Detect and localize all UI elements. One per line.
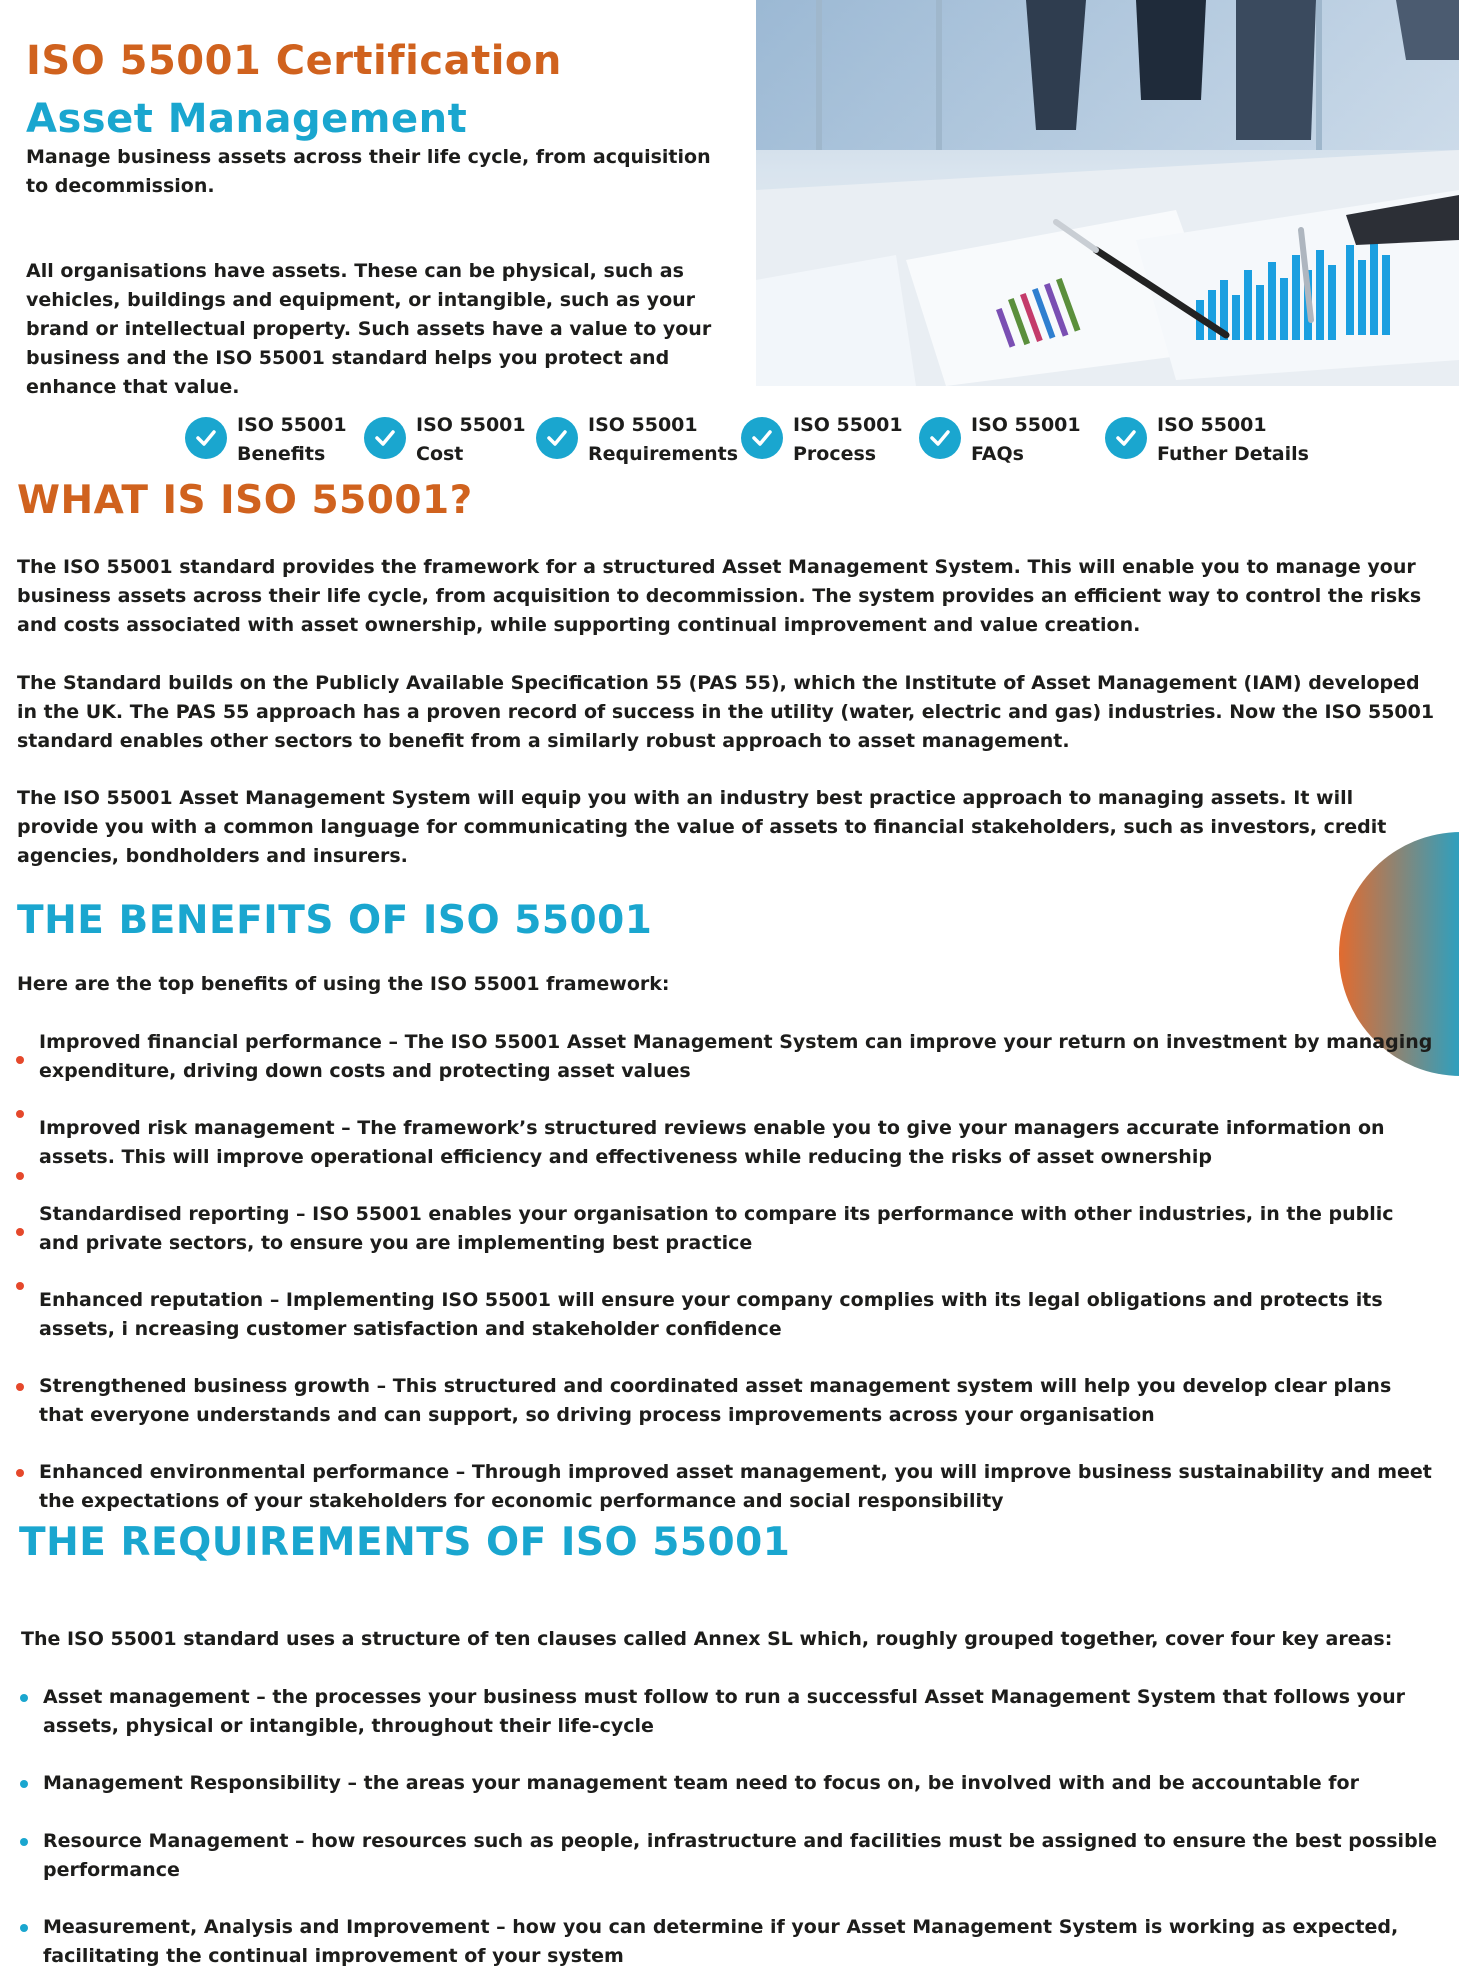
quicklink-cost[interactable] — [364, 411, 526, 469]
benefit-item: Strengthened business growth – This structured and coordinated asset management system will help you develop clear plans that everyone understands and can support, so driving process improvements across your organisation — [39, 1375, 1392, 1426]
bullet-icon — [16, 1056, 24, 1064]
quicklink-label: ISO 55001 — [1157, 414, 1267, 436]
bullet-icon — [16, 1282, 24, 1290]
bullet-icon — [20, 1694, 28, 1702]
check-circle-icon — [919, 417, 961, 459]
quicklink-faqs[interactable] — [919, 411, 1081, 469]
bullet-icon — [16, 1172, 24, 1180]
hero-intro: Manage business assets across their life cycle, from acquisition to decommission. — [26, 146, 711, 197]
benefit-item: Improved financial performance – The ISO 55001 Asset Management System can improve your return on investment by managing expenditure, driving down costs and protecting asset values — [39, 1031, 1433, 1082]
quicklink-sublabel: Futher Details — [1157, 443, 1309, 465]
quicklink-label: ISO 55001 — [793, 414, 903, 436]
bullet-icon — [20, 1924, 28, 1932]
what-paragraph: The Standard builds on the Publicly Available Specification 55 (PAS 55), which the Institute of Asset Management (IAM) developed in the UK. The PAS 55 approach has a proven record of success in the utility (water, electric and gas) industries. Now the ISO 55001 standard enables other sectors to benefit from a similarly robust approach to asset management. — [17, 672, 1435, 752]
check-circle-icon — [185, 417, 227, 459]
check-circle-icon — [1105, 417, 1147, 459]
quicklink-sublabel: FAQs — [971, 443, 1024, 465]
bullet-icon — [16, 1228, 24, 1236]
business-meeting-photo — [756, 0, 1459, 386]
quicklink-label: ISO 55001 — [416, 414, 526, 436]
quicklink-label: ISO 55001 — [237, 414, 347, 436]
quicklink-sublabel: Cost — [416, 443, 464, 465]
quicklink-requirements[interactable] — [536, 411, 738, 469]
bullet-icon — [16, 1469, 24, 1477]
benefit-item: Improved risk management – The framework’s structured reviews enable you to give your managers accurate information on assets. This will improve operational efficiency and effectiveness while reducing the risks of asset ownership — [39, 1117, 1385, 1168]
requirement-item: Management Responsibility – the areas your management team need to focus on, be involved with and be accountable for — [43, 1772, 1359, 1794]
quicklink-sublabel: Process — [793, 443, 877, 465]
page-title: ISO 55001 Certification — [26, 38, 562, 84]
check-circle-icon — [364, 417, 406, 459]
what-paragraph: The ISO 55001 Asset Management System will equip you with an industry best practice approach to managing assets. It will provide you with a common language for communicating the value of assets to financial stakeholders, such as investors, credit agencies, bondholders and insurers. — [17, 787, 1387, 867]
what-paragraph: The ISO 55001 standard provides the framework for a structured Asset Management System. This will enable you to manage your business assets across their life cycle, from acquisition to decommission. The system provides an efficient way to control the risks and costs associated with asset ownership, while supporting continual improvement and value creation. — [17, 556, 1422, 636]
what-heading: WHAT IS ISO 55001? — [17, 478, 473, 523]
quicklink-further-details[interactable] — [1105, 411, 1309, 469]
page-subtitle: Asset Management — [26, 96, 468, 142]
hero-paragraph: All organisations have assets. These can be physical, such as vehicles, buildings and equipment, or intangible, such as your brand or intellectual property. Such assets have a value to your business and the ISO 55001 standard helps you protect and enhance that value. — [26, 260, 712, 398]
requirements-intro: The ISO 55001 standard uses a structure of ten clauses called Annex SL which, roughly grouped together, cover four key areas: — [21, 1628, 1393, 1650]
quicklink-label: ISO 55001 — [971, 414, 1081, 436]
benefits-heading: THE BENEFITS OF ISO 55001 — [17, 898, 653, 943]
hero-image — [756, 0, 1459, 386]
benefit-item: Enhanced reputation – Implementing ISO 55001 will ensure your company complies with its legal obligations and protects its assets, i ncreasing customer satisfaction and stakeholder confidence — [39, 1289, 1383, 1340]
bullet-icon — [20, 1838, 28, 1846]
benefit-item: Enhanced environmental performance – Through improved asset management, you will improve business sustainability and meet the expectations of your stakeholders for economic performance and social responsibility — [39, 1461, 1432, 1512]
bullet-icon — [20, 1780, 28, 1788]
requirement-item: Resource Management – how resources such as people, infrastructure and facilities must be assigned to ensure the best possible performance — [43, 1830, 1438, 1881]
check-circle-icon — [536, 417, 578, 459]
quicklink-sublabel: Benefits — [237, 443, 326, 465]
check-circle-icon — [741, 417, 783, 459]
bullet-icon — [16, 1110, 24, 1118]
quicklinks-bar — [0, 411, 1459, 471]
bullet-icon — [16, 1383, 24, 1391]
benefits-intro: Here are the top benefits of using the ISO 55001 framework: — [17, 973, 670, 995]
requirements-heading: THE REQUIREMENTS OF ISO 55001 — [19, 1520, 791, 1565]
requirement-item: Asset management – the processes your business must follow to run a successful Asset Management System that follows your assets, physical or intangible, throughout their life-cycle — [43, 1686, 1406, 1737]
requirement-item: Measurement, Analysis and Improvement – how you can determine if your Asset Management System is working as expected, facilitating the continual improvement of your system — [43, 1916, 1399, 1967]
quicklink-benefits[interactable] — [185, 411, 347, 469]
quicklink-sublabel: Requirements — [588, 443, 739, 465]
benefit-item: Standardised reporting – ISO 55001 enables your organisation to compare its performance with other industries, in the public and private sectors, to ensure you are implementing best practice — [39, 1203, 1394, 1254]
quicklink-process[interactable] — [741, 411, 903, 469]
quicklink-label: ISO 55001 — [588, 414, 698, 436]
